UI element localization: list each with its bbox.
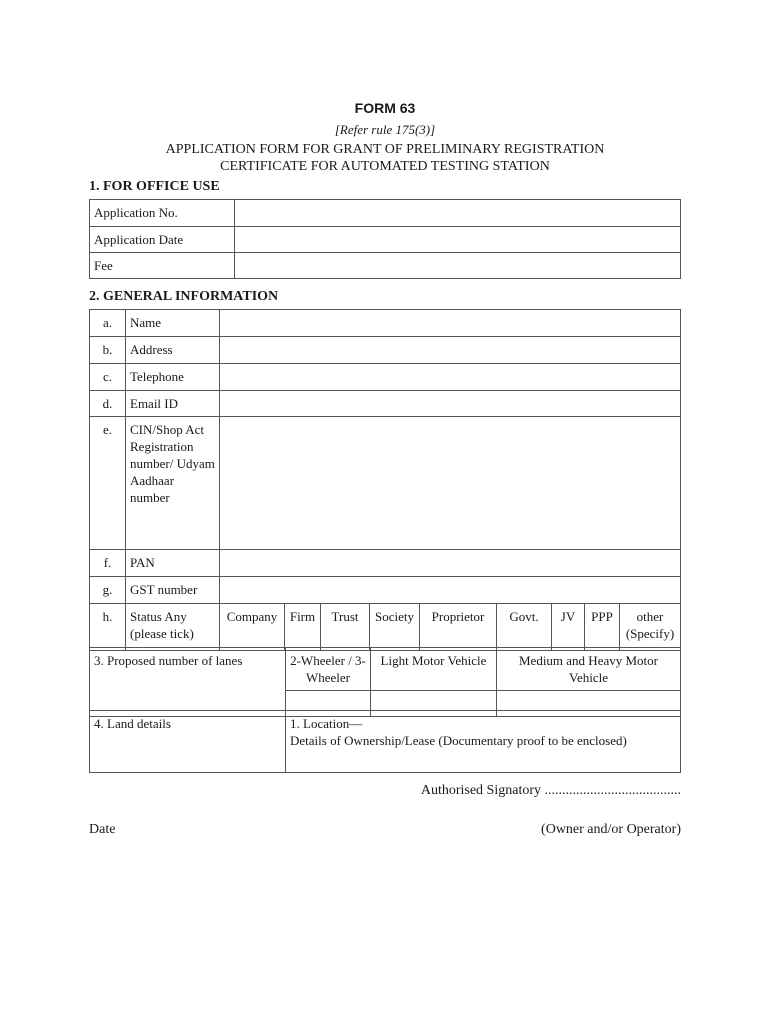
status-options-cell xyxy=(220,604,681,651)
land-location-text: 1. Location— xyxy=(290,716,363,731)
table-row xyxy=(90,417,681,550)
name-field[interactable] xyxy=(220,310,681,337)
status-options-table xyxy=(220,604,680,650)
status-option-society[interactable]: Society xyxy=(370,604,420,650)
status-option-firm[interactable]: Firm xyxy=(285,604,321,650)
status-option-jv[interactable]: JV xyxy=(552,604,585,650)
general-info-table xyxy=(89,309,681,651)
cin-field[interactable] xyxy=(220,417,681,550)
lanes-col-light-motor-vehicle: Light Motor Vehicle xyxy=(371,648,497,691)
email-label: Email ID xyxy=(126,391,220,417)
fee-label: Fee xyxy=(90,253,235,279)
table-row xyxy=(90,364,681,391)
land-ownership-text: Details of Ownership/Lease (Documentary proof to be enclosed) xyxy=(290,733,627,748)
authorised-signatory: Authorised Signatory ....................................... xyxy=(420,783,681,798)
status-label: Status Any (please tick) xyxy=(126,604,220,651)
title-line-1: APPLICATION FORM FOR GRANT OF PRELIMINARY REGISTRATION xyxy=(165,142,605,157)
rule-reference: [Refer rule 175(3)] xyxy=(334,122,436,137)
table-row xyxy=(90,200,681,227)
table-row xyxy=(90,648,681,691)
owner-operator-label: (Owner and/or Operator) xyxy=(541,822,681,837)
application-no-label: Application No. xyxy=(90,200,235,227)
table-row xyxy=(90,227,681,253)
application-no-field[interactable] xyxy=(235,200,681,227)
name-label: Name xyxy=(126,310,220,337)
gst-label: GST number xyxy=(126,577,220,604)
office-use-heading: 1. FOR OFFICE USE xyxy=(89,179,220,194)
status-option-ppp[interactable]: PPP xyxy=(585,604,620,650)
land-details-field[interactable] xyxy=(286,711,681,773)
gst-field[interactable] xyxy=(220,577,681,604)
status-option-proprietor[interactable]: Proprietor xyxy=(420,604,497,650)
row-letter: h. xyxy=(90,604,126,651)
status-option-company[interactable]: Company xyxy=(220,604,285,650)
lanes-col-medium-heavy-vehicle: Medium and Heavy Motor Vehicle xyxy=(497,648,681,691)
pan-field[interactable] xyxy=(220,550,681,577)
land-label: 4. Land details xyxy=(90,711,286,773)
status-option-trust[interactable]: Trust xyxy=(321,604,370,650)
lanes-table xyxy=(89,647,681,717)
status-option-govt[interactable]: Govt. xyxy=(497,604,552,650)
form-number: FORM 63 xyxy=(354,100,416,116)
land-table xyxy=(89,710,681,773)
office-use-table xyxy=(89,199,681,279)
table-row xyxy=(220,604,680,650)
row-letter: d. xyxy=(90,391,126,417)
address-field[interactable] xyxy=(220,337,681,364)
email-field[interactable] xyxy=(220,391,681,417)
status-option-other[interactable]: other (Specify) xyxy=(620,604,681,650)
general-info-heading: 2. GENERAL INFORMATION xyxy=(89,289,279,304)
row-letter: a. xyxy=(90,310,126,337)
row-letter: f. xyxy=(90,550,126,577)
table-row xyxy=(90,310,681,337)
title-line-2: CERTIFICATE FOR AUTOMATED TESTING STATION xyxy=(220,159,550,174)
table-row xyxy=(90,391,681,417)
row-letter: b. xyxy=(90,337,126,364)
lanes-label: 3. Proposed number of lanes xyxy=(90,648,286,717)
telephone-field[interactable] xyxy=(220,364,681,391)
row-letter: g. xyxy=(90,577,126,604)
address-label: Address xyxy=(126,337,220,364)
table-row xyxy=(90,337,681,364)
table-row xyxy=(90,253,681,279)
row-letter: c. xyxy=(90,364,126,391)
fee-field[interactable] xyxy=(235,253,681,279)
table-row xyxy=(90,711,681,773)
date-label: Date xyxy=(89,822,116,837)
application-date-field[interactable] xyxy=(235,227,681,253)
form-title xyxy=(60,141,710,175)
pan-label: PAN xyxy=(126,550,220,577)
lanes-col-two-three-wheeler: 2-Wheeler / 3-Wheeler xyxy=(286,648,371,691)
telephone-label: Telephone xyxy=(126,364,220,391)
application-date-label: Application Date xyxy=(90,227,235,253)
table-row xyxy=(90,577,681,604)
row-letter: e. xyxy=(90,417,126,550)
table-row xyxy=(90,604,681,651)
table-row xyxy=(90,550,681,577)
cin-label: CIN/Shop Act Registration number/ Udyam Aadhaar number xyxy=(126,417,220,550)
